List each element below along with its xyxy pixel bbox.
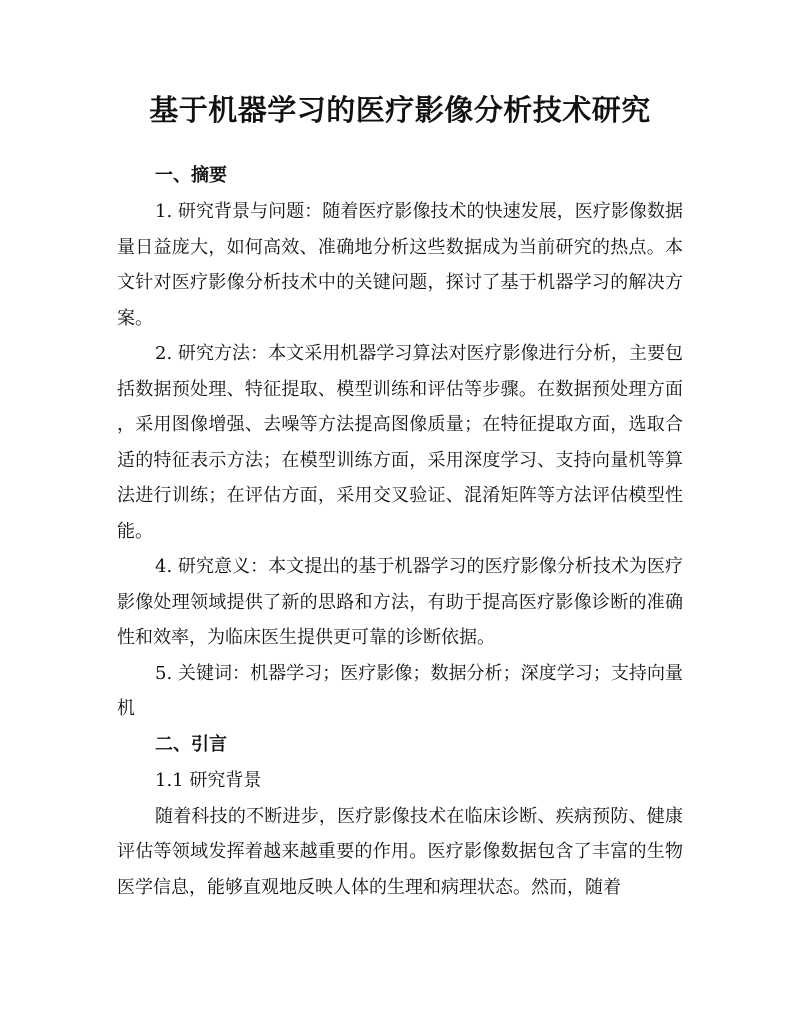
- abstract-method-paragraph: 2. 研究方法：本文采用机器学习算法对医疗影像进行分析，主要包括数据预处理、特征提取、模型训练和评估等步骤。在数据预处理方面，采用图像增强、去噪等方法提高图像质量；在特征提取方面，选取合适的特征表示方法；在模型训练方面，采用深度学习、支持向量机等算法进行训练；在评估方面，采用交叉验证、混淆矩阵等方法评估模型性能。: [117, 343, 683, 542]
- section-introduction: [117, 727, 683, 906]
- document-body: [117, 88, 683, 905]
- section-heading-introduction: 二、引言: [155, 733, 227, 755]
- introduction-paragraph: 随着科技的不断进步，医疗影像技术在临床诊断、疾病预防、健康评估等领域发挥着越来越重要的作用。医疗影像数据包含了丰富的生物医学信息，能够直观地反映人体的生理和病理状态。然而，随着: [117, 805, 683, 898]
- section-abstract: [117, 158, 683, 727]
- subsection-heading-background: 1.1 研究背景: [155, 769, 262, 791]
- abstract-keywords-paragraph: 5. 关键词：机器学习；医疗影像；数据分析；深度学习；支持向量机: [117, 662, 683, 719]
- document-title: 基于机器学习的医疗影像分析技术研究: [149, 93, 651, 127]
- abstract-significance-paragraph: 4. 研究意义：本文提出的基于机器学习的医疗影像分析技术为医疗影像处理领域提供了新的思路和方法，有助于提高医疗影像诊断的准确性和效率，为临床医生提供更可靠的诊断依据。: [117, 556, 683, 648]
- section-heading-abstract: 一、摘要: [155, 165, 227, 186]
- abstract-background-paragraph: 1. 研究背景与问题：随着医疗影像技术的快速发展，医疗影像数据量日益庞大，如何高效、准确地分析这些数据成为当前研究的热点。本文针对医疗影像分析技术中的关键问题，探讨了基于机器学习的解决方案。: [117, 201, 683, 329]
